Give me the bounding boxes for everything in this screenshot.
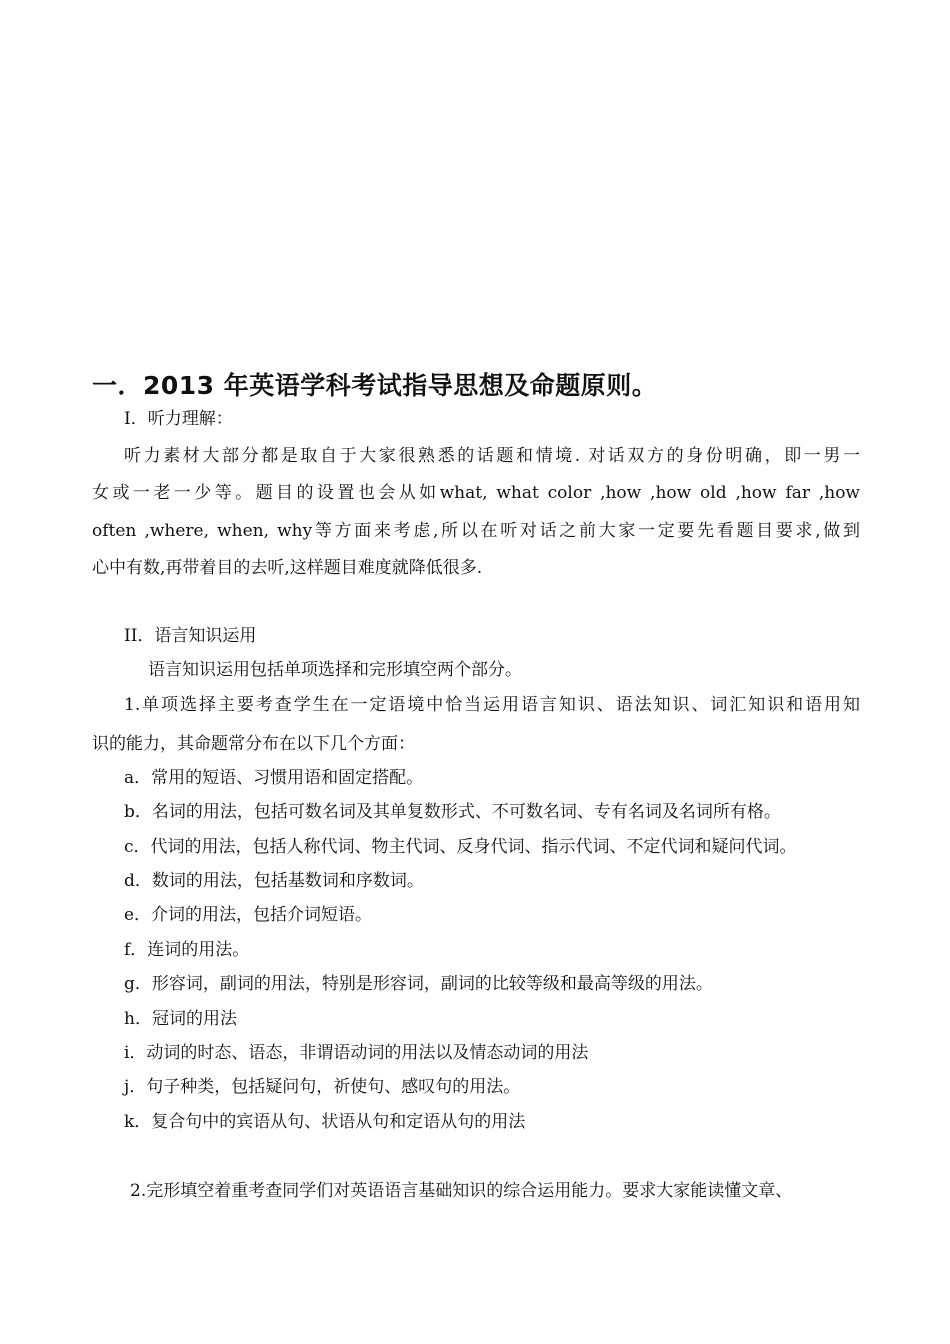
list-item: h．冠词的用法 — [124, 1009, 237, 1029]
list-item: b．名词的用法，包括可数名词及其单复数形式、不可数名词、专有名词及名词所有格。 — [124, 802, 781, 822]
list-item: k．复合句中的宾语从句、状语从句和定语从句的用法 — [124, 1112, 526, 1132]
list-item: e．介词的用法，包括介词短语。 — [124, 905, 373, 925]
list-item: d．数词的用法，包括基数词和序数词。 — [124, 871, 424, 891]
single-choice-line-1: 1.单项选择主要考查学生在一定语境中恰当运用语言知识、语法知识、词汇知识和语用知 — [124, 695, 860, 715]
listening-title: I．听力理解： — [124, 409, 233, 429]
language-intro: 语言知识运用包括单项选择和完形填空两个部分。 — [148, 660, 522, 680]
single-choice-line-2: 识的能力，其命题常分布在以下几个方面： — [92, 734, 415, 754]
listening-para-line-1: 听力素材大部分都是取自于大家很熟悉的话题和情境. 对话双方的身份明确，即一男一 — [124, 446, 860, 466]
language-title: II．语言知识运用 — [124, 626, 257, 646]
cloze-line-1: 2.完形填空着重考查同学们对英语语言基础知识的综合运用能力。要求大家能读懂文章、 — [130, 1181, 793, 1201]
section-heading: 一．2013 年英语学科考试指导思想及命题原则。 — [92, 371, 658, 400]
list-item: c．代词的用法，包括人称代词、物主代词、反身代词、指示代词、不定代词和疑问代词。 — [124, 837, 797, 857]
listening-para-line-3: often ,where, when, why等方面来考虑,所以在听对话之前大家一定要先看题目要求,做到 — [92, 521, 860, 541]
list-item: a．常用的短语、习惯用语和固定搭配。 — [124, 768, 424, 788]
listening-para-line-4: 心中有数,再带着目的去听,这样题目难度就降低很多. — [92, 558, 483, 578]
list-item: j．句子种类，包括疑问句，祈使句、感叹句的用法。 — [124, 1077, 521, 1097]
list-item: f．连词的用法。 — [124, 940, 250, 960]
list-item: g．形容词，副词的用法，特别是形容词，副词的比较等级和最高等级的用法。 — [124, 974, 713, 994]
listening-para-line-2: 女或一老一少等。题目的设置也会从如what, what color ,how ,how old ,how far ,how — [92, 483, 860, 503]
list-item: i．动词的时态、语态，非谓语动词的用法以及情态动词的用法 — [124, 1043, 589, 1063]
